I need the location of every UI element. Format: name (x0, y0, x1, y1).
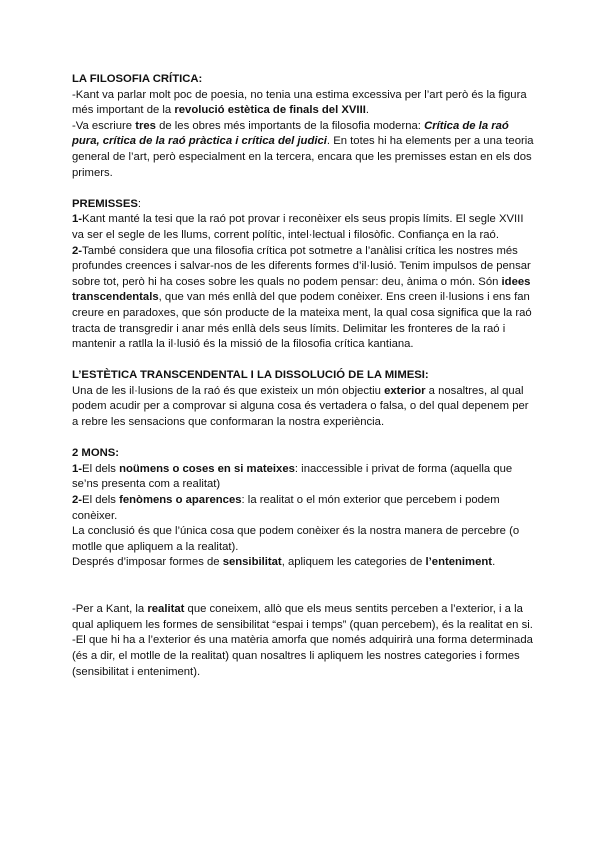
paragraph: -El que hi ha a l’exterior és una matèria amorfa que només adquirirà una forma determinada (és a dir, el motlle de la realitat) quan nosaltres li apliquem les nostres categories i formes (sensibilitat i enteniment). (72, 634, 533, 678)
paragraph: La conclusió és que l’única cosa que podem conèixer és la nostra manera de percebre (o motlle que apliquem a la realitat). (72, 525, 520, 553)
paragraph: 1-Kant manté la tesi que la raó pot provar i reconèixer els seus propis límits. El segle XVIII va ser el segle de les llums, corrent polític, intel·lectual i filosòfic. Confiança en la raó. (72, 213, 524, 241)
section-heading-estetica-transcendental: L’ESTÈTICA TRANSCENDENTAL I LA DISSOLUCIÓ DE LA MIMESI: (72, 369, 429, 382)
section-heading-filosofia-critica: LA FILOSOFIA CRÍTICA: (72, 73, 203, 85)
section-heading-premisses: PREMISSES: (72, 197, 142, 210)
paragraph: 2-El dels fenòmens o aparences: la realitat o el món exterior que percebem i podem conèixer. (72, 494, 500, 522)
paragraph: -Per a Kant, la realitat que coneixem, allò que els meus sentits perceben a l’exterior, i a la qual apliquem les formes de sensibilitat “espai i temps” (quan percebem), és la realitat en si. (72, 603, 533, 631)
paragraph: -Kant va parlar molt poc de poesia, no tenia una estima excessiva per l’art però és la figura més important de la revolució estètica de finals del XVIII. (72, 88, 527, 117)
paragraph: Després d’imposar formes de sensibilitat, apliquem les categories de l’enteniment. (72, 556, 496, 569)
paragraph: 2-També considera que una filosofia crítica pot sotmetre a l’anàlisi crítica les nostres més profundes creences i salvar-nos de les diferents formes d’il·lusió. Tenim impulsos de pensar sobre tot, però hi ha coses sobre les quals no podem pensar: deu, ànima o món. Són idees transcendentals, que van més enllà del que podem conèixer. Ens creen il·lusions i ens fan creure en paradoxes, que són producte de la mateixa ment, la qual cosa significa que la raó tracta de transgredir i anar més enllà dels seus límits. Delimitar les fronteres de la raó i mantenir a ratlla la il·lusió és la missió de la filosofia crítica kantiana. (72, 244, 532, 351)
document-page (72, 72, 534, 680)
paragraph: Una de les il·lusions de la raó és que existeix un món objectiu exterior a nosaltres, al qual podem acudir per a comprovar si alguna cosa és vertadera o falsa, o del qual depenem per a rebre les sensacions que conformaran la nostra experiència. (72, 384, 529, 429)
paragraph: 1-El dels noümens o coses en si mateixes: inaccessible i privat de forma (aquella que se’ns presenta com a realitat) (72, 462, 513, 491)
paragraph: -Va escriure tres de les obres més importants de la filosofia moderna: Crítica de la raó pura, crítica de la raó pràctica i crítica del judici. En totes hi ha elements per a una teoria general de l’art, però especialment en la tercera, encara que les premisses estan en els dos primers. (72, 119, 534, 179)
section-heading-2-mons: 2 MONS: (72, 447, 120, 460)
